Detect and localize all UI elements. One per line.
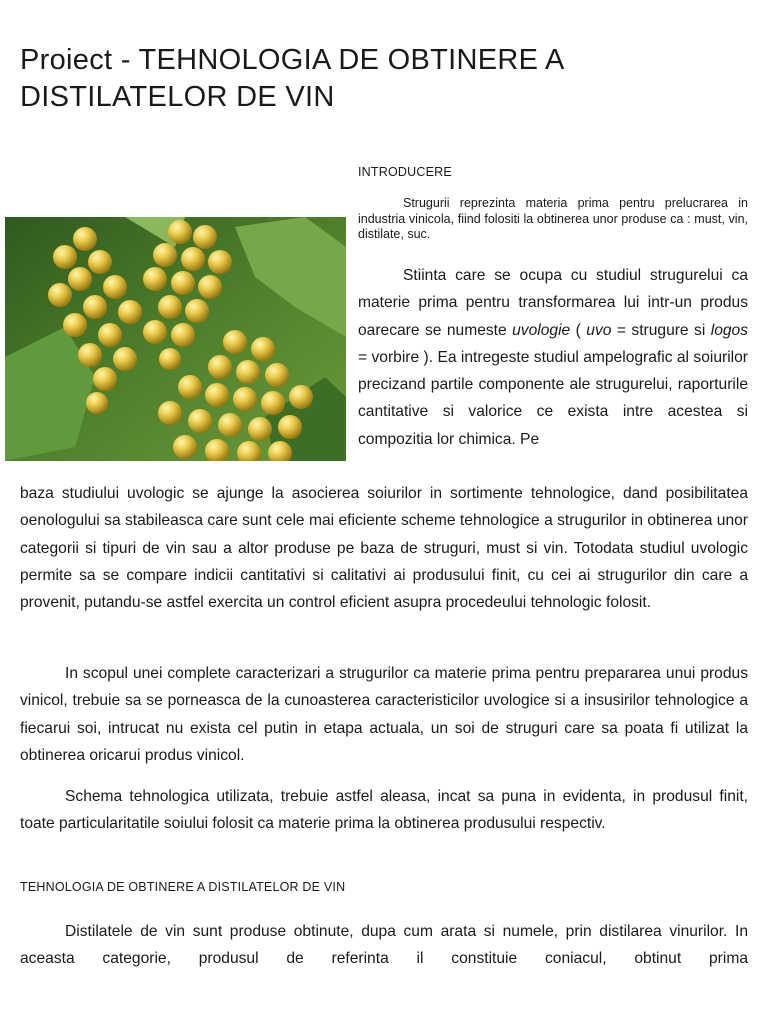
section-heading: TEHNOLOGIA DE OBTINERE A DISTILATELOR DE VIN (20, 880, 346, 894)
uvology-paragraph: Stiinta care se ocupa cu studiul strugurelui ca materie prima pentru transformarea lui intr-un produs oarecare se numeste uvologie ( uvo = strugure si logos = vorbire ). Ea intregeste studiul ampelografic al soiurilor precizand partile componente ale strugurelui, raporturile cantitative si valorice ce exista intre acestea si compozitia lor chimica. Pe (358, 267, 749, 448)
uvology-continuation: baza studiului uvologic se ajunge la asocierea soiurilor in sortimente tehnologice, dand posibilitatea oenologului sa stabileasca care sunt cele mai eficiente scheme tehnologice a strugurilor in obtinerea unor categorii si tipuri de vin sau a altor produse pe baza de struguri, must si vin. Totodata studiul uvologic permite sa se compare indicii cantitativi si calitativi ai produsului finit, cu cei ai strugurilor din care a provenit, putandu-se astfel exercita un control eficient asupra procedeului tehnologic folosit. (20, 485, 748, 612)
intro-heading: INTRODUCERE (358, 165, 452, 179)
page-title: Proiect - TEHNOLOGIA DE OBTINERE A DISTILATELOR DE VIN (20, 44, 564, 113)
paragraph-scope: In scopul unei complete caracterizari a strugurilor ca materie prima pentru prepararea unui produs vinicol, trebuie sa se porneasca de la cunoasterea caracteristicilor uvologice si a insusirilor tehnologice a fiecarui soi, intrucat nu exista cel putin in etapa actuala, un soi de struguri care sa poata fi utilizat la obtinerea oricarui produs vinicol. (20, 665, 748, 764)
grapes-photo (5, 217, 346, 461)
paragraph-scheme: Schema tehnologica utilizata, trebuie astfel aleasa, incat sa puna in evidenta, in produsul finit, toate particularitatile soiului folosit ca materie prima la obtinerea produsului respectiv. (20, 788, 748, 833)
section-paragraph: Distilatele de vin sunt produse obtinute, dupa cum arata si numele, prin distilarea vinurilor. In aceasta categorie, produsul de referinta il constituie coniacul, obtinut prima (20, 923, 748, 968)
uvology-term: uvologie (512, 321, 571, 339)
intro-paragraph: Strugurii reprezinta materia prima pentru prelucrarea in industria vinicola, fiind folositi la obtinerea unor produse ca : must, vin, distilate, suc. (358, 196, 748, 241)
grapes-image (5, 217, 346, 461)
